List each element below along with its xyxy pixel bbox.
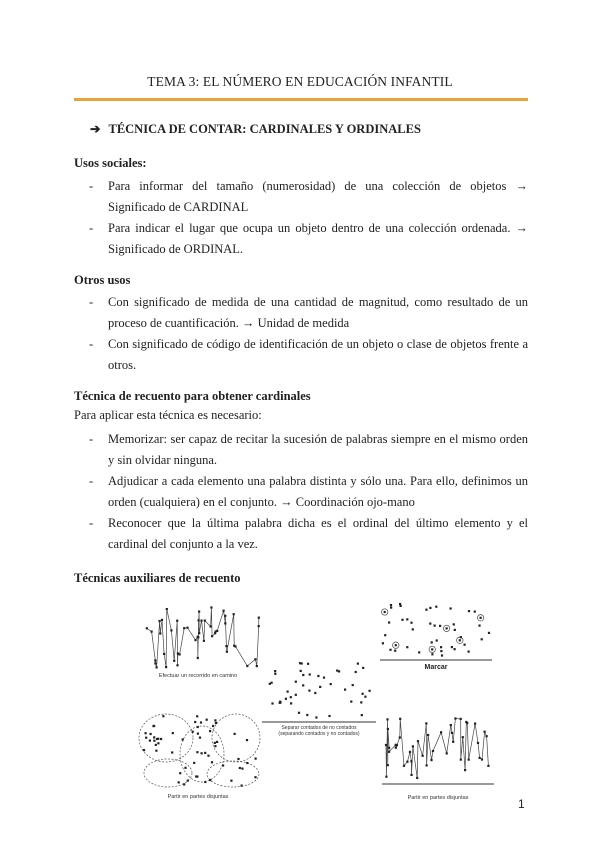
dot (314, 692, 316, 694)
dot (178, 781, 180, 783)
dot (184, 767, 186, 769)
dot (194, 721, 196, 723)
panel-path-top-left (146, 606, 260, 679)
dot (163, 653, 165, 655)
dot (446, 627, 448, 629)
panel-partition-bottom-left (139, 714, 260, 800)
list-item: - Memorizar: ser capaz de recitar la sucesión de palabras siempre en el mismo orden y sin olvidar ninguna. (74, 429, 528, 471)
dot (254, 658, 256, 660)
dot (425, 722, 427, 724)
dot (197, 636, 199, 638)
dot (460, 759, 462, 761)
page-number: 1 (518, 797, 525, 811)
dot (464, 644, 466, 646)
dot (350, 701, 352, 703)
dot (199, 737, 201, 739)
dot (150, 733, 152, 735)
dot (269, 683, 271, 685)
dot (412, 628, 414, 630)
dot (159, 620, 161, 622)
dot (481, 758, 483, 760)
dot (226, 651, 228, 653)
dot (212, 725, 214, 727)
dot (214, 745, 216, 747)
dot (360, 701, 362, 703)
dot (246, 739, 248, 741)
dot (459, 639, 461, 641)
dot (431, 653, 433, 655)
otros-usos-heading: Otros usos (74, 273, 131, 287)
dot (154, 659, 156, 661)
dot (301, 662, 303, 664)
dot (172, 732, 174, 734)
dot (173, 660, 175, 662)
dot (197, 657, 199, 659)
dot (323, 677, 325, 679)
dot (486, 735, 488, 737)
dot (230, 780, 232, 782)
dot (440, 650, 442, 652)
path-line (386, 719, 488, 778)
recuento-list (74, 429, 528, 555)
dot (399, 603, 401, 605)
dot (159, 632, 161, 634)
dot (214, 632, 216, 634)
dot (390, 604, 392, 606)
list-item: - Con significado de medida de una cantidad de magnitud, como resultado de un proceso de cuantificación. → Unidad de medida (74, 292, 528, 334)
dot (382, 642, 384, 644)
dot (196, 751, 198, 753)
dot (406, 761, 408, 763)
dot (170, 629, 172, 631)
dot (386, 718, 388, 720)
dot (431, 641, 433, 643)
list-item: - Adjudicar a cada elemento una palabra distinta y sólo una. Para ello, definimos un orden (cualquiera) en el conjunto. → Coordinación ojo-mano (74, 471, 528, 513)
dot (317, 675, 319, 677)
dot (187, 780, 189, 782)
dot (274, 673, 276, 675)
recuento-intro: Para aplicar esta técnica es necesario: (74, 408, 262, 422)
header-rule (74, 98, 528, 101)
dot (274, 670, 276, 672)
dot (186, 627, 188, 629)
dot (440, 731, 442, 733)
dot (307, 663, 309, 665)
dot (302, 684, 304, 686)
dot (309, 673, 311, 675)
dot (206, 719, 208, 721)
dot (157, 742, 159, 744)
dot (478, 625, 480, 627)
dot (197, 733, 199, 735)
dot (225, 645, 227, 647)
dot (385, 744, 387, 746)
dot (440, 646, 442, 648)
caption-top-left: Efectuar un recorrido en camino (158, 673, 238, 679)
dot (388, 621, 390, 623)
dot (176, 620, 178, 622)
dot (384, 634, 386, 636)
dot (431, 648, 433, 650)
dot (454, 629, 456, 631)
dot (279, 701, 281, 703)
dot (436, 639, 438, 641)
dot (209, 730, 211, 732)
dot (364, 696, 366, 698)
dot (460, 718, 462, 720)
dot (406, 618, 408, 620)
dot (224, 615, 226, 617)
dot (308, 690, 310, 692)
dot (211, 761, 213, 763)
dot (196, 776, 198, 778)
dot (462, 736, 464, 738)
section-title: TÉCNICA DE CONTAR: CARDINALES Y ORDINALES (108, 122, 421, 136)
dot (161, 619, 163, 621)
dot (214, 742, 216, 744)
dot (204, 620, 206, 622)
caption-bottom-left: Partir en partes disjuntas (167, 794, 229, 800)
auxiliares-heading: Técnicas auxiliares de recuento (74, 571, 241, 585)
dot (454, 717, 456, 719)
dot (146, 627, 148, 629)
dot (429, 607, 431, 609)
dot (452, 741, 454, 743)
dot (466, 722, 468, 724)
dot (210, 625, 212, 627)
dot (153, 736, 155, 738)
dot (165, 666, 167, 668)
dot (389, 649, 391, 651)
path-line (147, 608, 259, 668)
dot (388, 751, 390, 753)
dot (200, 620, 202, 622)
dot (149, 740, 151, 742)
dot (210, 606, 212, 608)
dot (156, 738, 158, 740)
dot (390, 607, 392, 609)
dot (394, 650, 396, 652)
dot (384, 611, 386, 613)
caption-bottom-right: Partir en partes disjuntas (407, 795, 469, 801)
dot (395, 747, 397, 749)
dot (143, 749, 145, 751)
dot (434, 625, 436, 627)
dot (156, 666, 158, 668)
dot (352, 684, 354, 686)
dot (256, 665, 258, 667)
dot (237, 758, 239, 760)
dot (426, 764, 428, 766)
dot (194, 639, 196, 641)
dot (403, 765, 405, 767)
dot (204, 781, 206, 783)
dot (155, 744, 157, 746)
dot (145, 732, 147, 734)
dot (192, 731, 194, 733)
dot (336, 670, 338, 672)
section-heading (90, 121, 421, 137)
dot (300, 670, 302, 672)
dot (474, 723, 476, 725)
dot (480, 617, 482, 619)
dot (200, 721, 202, 723)
dot (453, 623, 455, 625)
dot (474, 611, 476, 613)
dot (406, 646, 408, 648)
dot (197, 726, 199, 728)
arrow-right-icon: ➔ (90, 122, 101, 136)
dot (416, 777, 418, 779)
dot (246, 762, 248, 764)
dot (429, 623, 431, 625)
dot (315, 716, 317, 718)
dot (155, 750, 157, 752)
dot (362, 667, 364, 669)
dot (362, 693, 364, 695)
dot (254, 776, 256, 778)
dot (201, 752, 203, 754)
dot (328, 715, 330, 717)
dot (214, 719, 216, 721)
dot (399, 718, 401, 720)
dot (468, 610, 470, 612)
dot (176, 664, 178, 666)
dot (183, 783, 185, 785)
dot (216, 630, 218, 632)
dot (468, 759, 470, 761)
dot (410, 622, 412, 624)
dot (215, 722, 217, 724)
recuento-heading: Técnica de recuento para obtener cardinales (74, 389, 311, 403)
dot (160, 738, 162, 740)
dot (162, 715, 164, 717)
caption-top-right: Marcar (424, 664, 448, 671)
dot (430, 759, 432, 761)
dot (224, 622, 226, 624)
dot (488, 632, 490, 634)
dot (179, 772, 181, 774)
dot (344, 689, 346, 691)
dot (193, 762, 195, 764)
caption-center-2: (separando contados y no contados) (278, 731, 360, 737)
usos-sociales-list (74, 176, 528, 260)
dot (387, 728, 389, 730)
dot (412, 745, 414, 747)
dot (166, 608, 168, 610)
dot (306, 714, 308, 716)
dot (241, 768, 243, 770)
dot (395, 744, 397, 746)
dot (481, 638, 483, 640)
panel-separate-center (262, 662, 376, 737)
dot (290, 702, 292, 704)
dot (477, 742, 479, 744)
caption-center-1: Separar contados de no contados (281, 725, 357, 731)
dot (422, 755, 424, 757)
dot (233, 613, 235, 615)
dot (330, 683, 332, 685)
dot (454, 648, 456, 650)
dot (258, 617, 260, 619)
dot (484, 731, 486, 733)
dot (487, 765, 489, 767)
dot (369, 690, 371, 692)
list-item: - Para indicar el lugar que ocupa un objeto dentro de una colección ordenada. → Significado de ORDINAL. (74, 218, 528, 260)
dot (171, 751, 173, 753)
dot (439, 625, 441, 627)
dot (361, 714, 363, 716)
dot (460, 636, 462, 638)
dot (418, 651, 420, 653)
dot (409, 751, 411, 753)
dot (223, 610, 225, 612)
dot (183, 627, 185, 629)
dot (417, 740, 419, 742)
dot (338, 670, 340, 672)
panel-partition-bottom-right (382, 717, 494, 801)
dot (239, 767, 241, 769)
dot (479, 757, 481, 759)
dot (287, 691, 289, 693)
counting-techniques-figure (138, 598, 500, 804)
dot (451, 646, 453, 648)
dot (295, 681, 297, 683)
dot (427, 734, 429, 736)
dot (302, 674, 304, 676)
dot (400, 605, 402, 607)
dot (468, 651, 470, 653)
dot (234, 733, 236, 735)
list-item: - Para informar del tamaño (numerosidad) de una colección de objetos → Significado de CARDINAL (74, 176, 528, 218)
dot (203, 640, 205, 642)
dot (182, 738, 184, 740)
dot (246, 665, 248, 667)
dot (222, 764, 224, 766)
dot (410, 774, 412, 776)
dot (401, 619, 403, 621)
dot (241, 785, 243, 787)
dot (357, 663, 359, 665)
list-item: - Reconocer que la última palabra dicha es el ordinal del último elemento y el cardinal del conjunto a la vez. (74, 513, 528, 555)
dot (285, 698, 287, 700)
dot (271, 702, 273, 704)
dot (207, 755, 209, 757)
dot (177, 652, 179, 654)
dot (258, 625, 260, 627)
dot (255, 758, 257, 760)
dot (233, 645, 235, 647)
dot (198, 632, 200, 634)
dot (290, 696, 292, 698)
dot (152, 725, 154, 727)
usos-sociales-heading: Usos sociales: (74, 156, 147, 170)
dot (198, 619, 200, 621)
dot (154, 662, 156, 664)
dot (425, 609, 427, 611)
dot (435, 606, 437, 608)
dot (209, 779, 211, 781)
dot (432, 750, 434, 752)
dot (450, 724, 452, 726)
dot (216, 741, 218, 743)
dot (410, 760, 412, 762)
dot (451, 732, 453, 734)
dot (295, 694, 297, 696)
dot (446, 752, 448, 754)
dot (319, 686, 321, 688)
dot (441, 654, 443, 656)
dot (198, 611, 200, 613)
dot (151, 631, 153, 633)
list-item: - Con significado de código de identificación de un objeto o clase de objetos frente a otros. (74, 334, 528, 376)
dot (450, 607, 452, 609)
otros-usos-list (74, 292, 528, 376)
dot (153, 740, 155, 742)
dot (387, 764, 389, 766)
dot (204, 752, 206, 754)
page-title: TEMA 3: EL NÚMERO EN EDUCACIÓN INFANTIL (147, 74, 453, 89)
dot (211, 635, 213, 637)
dot (388, 747, 390, 749)
panel-mark-top-right (380, 603, 492, 671)
dot (298, 712, 300, 714)
dot (196, 715, 198, 717)
dot (395, 644, 397, 646)
dot (145, 737, 147, 739)
dot (399, 736, 401, 738)
dot (464, 769, 466, 771)
dot (355, 671, 357, 673)
dot (385, 776, 387, 778)
